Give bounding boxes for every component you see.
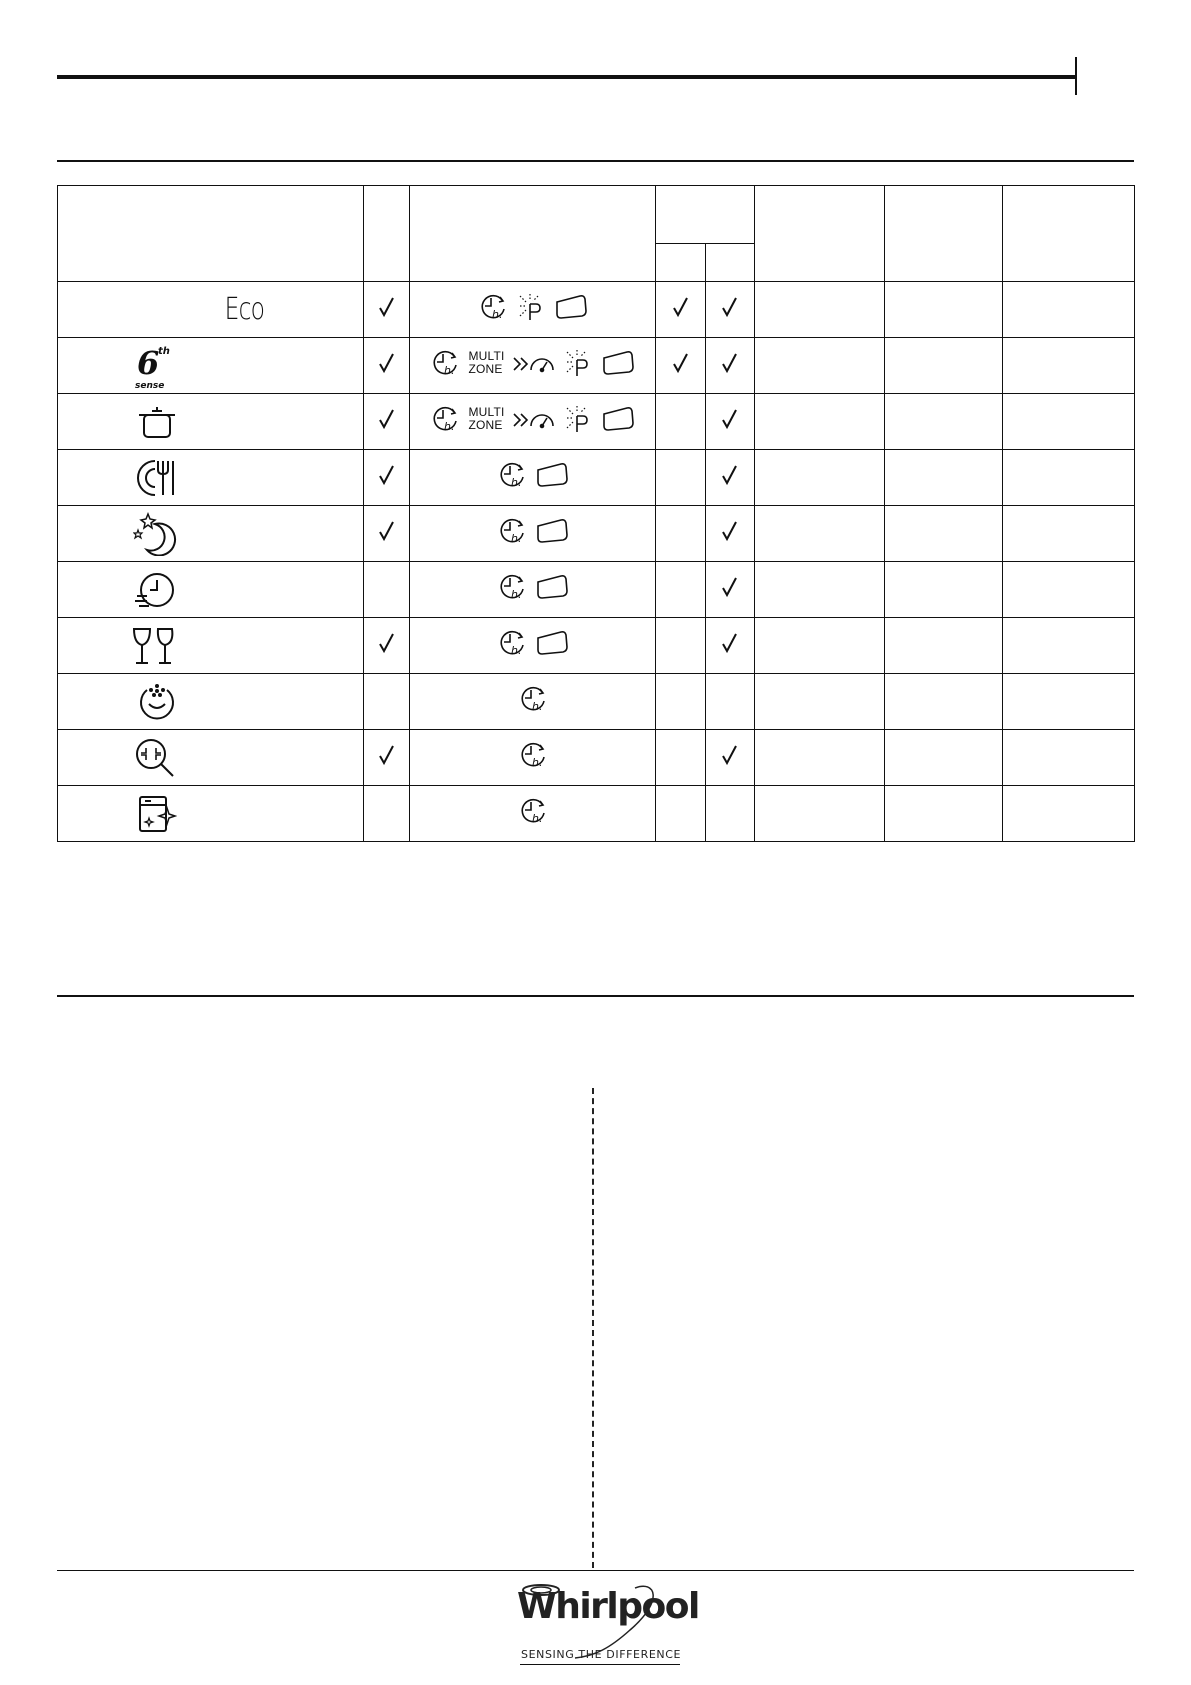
options-cell bbox=[410, 394, 656, 450]
col6-cell bbox=[1003, 338, 1135, 394]
check-mark-icon bbox=[721, 576, 739, 598]
col3a-cell bbox=[656, 282, 706, 338]
col3b-cell bbox=[706, 730, 755, 786]
top-header-rule bbox=[57, 75, 1077, 79]
col3a-cell bbox=[656, 394, 706, 450]
logo-tagline: SENSING THE DIFFERENCE bbox=[521, 1648, 682, 1661]
tablet-icon bbox=[535, 630, 569, 656]
svg-text:h.: h. bbox=[444, 420, 455, 433]
col4-cell bbox=[755, 618, 885, 674]
check-mark-icon bbox=[721, 632, 739, 654]
check-mark-icon bbox=[721, 408, 739, 430]
programme-icon-cell bbox=[58, 730, 364, 786]
col6-cell bbox=[1003, 394, 1135, 450]
col5-cell bbox=[885, 730, 1003, 786]
col3a-cell bbox=[656, 786, 706, 842]
night-moon-icon bbox=[133, 512, 270, 556]
delay-icon bbox=[518, 740, 548, 770]
check-mark-icon bbox=[721, 296, 739, 318]
tablet-icon bbox=[535, 518, 569, 544]
check-mark-icon bbox=[721, 520, 739, 542]
sixth-sense-number: 6 bbox=[137, 343, 160, 382]
col6-cell bbox=[1003, 450, 1135, 506]
header-cell-col1 bbox=[364, 186, 410, 282]
check-mark-icon bbox=[378, 352, 396, 374]
col6-cell bbox=[1003, 282, 1135, 338]
fast-clock-icon bbox=[133, 570, 270, 610]
wine-glasses-icon bbox=[131, 626, 270, 666]
turbo-icon bbox=[513, 350, 555, 376]
col6-cell bbox=[1003, 674, 1135, 730]
col1-cell bbox=[364, 338, 410, 394]
col4-cell bbox=[755, 562, 885, 618]
col5-cell bbox=[885, 618, 1003, 674]
check-mark-icon bbox=[378, 632, 396, 654]
col1-cell bbox=[364, 282, 410, 338]
header-cell-col3a bbox=[656, 244, 706, 282]
col4-cell bbox=[755, 338, 885, 394]
programme-icon-cell bbox=[58, 674, 364, 730]
col3a-cell bbox=[656, 674, 706, 730]
delay-icon bbox=[497, 516, 527, 546]
options-cell bbox=[410, 282, 656, 338]
multizone-label: MULTI ZONE bbox=[468, 405, 505, 432]
programme-row bbox=[58, 506, 1135, 562]
svg-text:h.: h. bbox=[510, 644, 521, 657]
col4-cell bbox=[755, 450, 885, 506]
col5-cell bbox=[885, 282, 1003, 338]
header-cell-col3 bbox=[656, 186, 755, 244]
svg-text:h.: h. bbox=[510, 476, 521, 489]
col3b-cell bbox=[706, 394, 755, 450]
logo-wordmark: Whirlpool bbox=[517, 1586, 699, 1627]
options-cell bbox=[410, 786, 656, 842]
svg-text:h.: h. bbox=[531, 756, 542, 769]
col1-cell bbox=[364, 506, 410, 562]
header-cell-col4 bbox=[755, 186, 885, 282]
check-mark-icon bbox=[672, 352, 690, 374]
programme-table bbox=[57, 185, 1135, 842]
options-cell bbox=[410, 506, 656, 562]
svg-text:h.: h. bbox=[444, 364, 455, 377]
section-rule-top bbox=[57, 160, 1134, 162]
col3a-cell bbox=[656, 562, 706, 618]
col1-cell bbox=[364, 562, 410, 618]
programme-icon-cell bbox=[58, 282, 364, 338]
programme-icon-cell bbox=[58, 562, 364, 618]
delay-icon bbox=[497, 628, 527, 658]
programme-row bbox=[58, 786, 1135, 842]
col4-cell bbox=[755, 282, 885, 338]
programme-icon-cell bbox=[58, 450, 364, 506]
col5-cell bbox=[885, 394, 1003, 450]
multizone-label: MULTI ZONE bbox=[468, 349, 505, 376]
tablet-icon bbox=[601, 406, 635, 432]
col4-cell bbox=[755, 394, 885, 450]
whirlpool-logo bbox=[515, 1580, 699, 1670]
svg-text:h.: h. bbox=[510, 532, 521, 545]
check-mark-icon bbox=[721, 744, 739, 766]
programme-icon-cell bbox=[58, 786, 364, 842]
programme-icon-cell bbox=[58, 338, 364, 394]
delay-icon bbox=[497, 572, 527, 602]
tablet-icon bbox=[535, 574, 569, 600]
programme-row bbox=[58, 674, 1135, 730]
programme-icon-cell bbox=[58, 394, 364, 450]
sixth-sense-sup: th bbox=[158, 345, 170, 357]
svg-text:h.: h. bbox=[491, 308, 502, 321]
svg-text:h.: h. bbox=[510, 588, 521, 601]
delay-icon bbox=[497, 460, 527, 490]
col3a-cell bbox=[656, 618, 706, 674]
col5-cell bbox=[885, 506, 1003, 562]
header-cell-col3b bbox=[706, 244, 755, 282]
col3a-cell bbox=[656, 450, 706, 506]
programme-icon-cell bbox=[58, 506, 364, 562]
check-mark-icon bbox=[721, 352, 739, 374]
options-cell bbox=[410, 730, 656, 786]
sixth-sense-icon bbox=[131, 342, 270, 390]
delay-icon bbox=[518, 796, 548, 826]
check-mark-icon bbox=[378, 408, 396, 430]
col3b-cell bbox=[706, 282, 755, 338]
col5-cell bbox=[885, 338, 1003, 394]
powerclean-icon bbox=[563, 404, 593, 434]
delay-icon bbox=[430, 348, 460, 378]
top-header-tick bbox=[1075, 57, 1077, 95]
programme-row bbox=[58, 450, 1135, 506]
col5-cell bbox=[885, 674, 1003, 730]
col6-cell bbox=[1003, 618, 1135, 674]
options-cell bbox=[410, 674, 656, 730]
col5-cell bbox=[885, 562, 1003, 618]
check-mark-icon bbox=[378, 744, 396, 766]
programme-icon-cell bbox=[58, 618, 364, 674]
col1-cell bbox=[364, 450, 410, 506]
turbo-icon bbox=[513, 406, 555, 432]
check-mark-icon bbox=[378, 464, 396, 486]
header-cell-col6 bbox=[1003, 186, 1135, 282]
programme-row bbox=[58, 338, 1135, 394]
header-cell-col5 bbox=[885, 186, 1003, 282]
eco-icon bbox=[219, 292, 270, 327]
options-cell bbox=[410, 618, 656, 674]
programme-row bbox=[58, 394, 1135, 450]
col3b-cell bbox=[706, 618, 755, 674]
machine-care-icon bbox=[137, 794, 270, 834]
sanitize-icon bbox=[133, 736, 270, 780]
programme-row bbox=[58, 282, 1135, 338]
check-mark-icon bbox=[721, 464, 739, 486]
col1-cell bbox=[364, 674, 410, 730]
svg-text:h.: h. bbox=[531, 812, 542, 825]
options-cell bbox=[410, 562, 656, 618]
col1-cell bbox=[364, 730, 410, 786]
check-mark-icon bbox=[672, 296, 690, 318]
check-mark-icon bbox=[378, 296, 396, 318]
col4-cell bbox=[755, 674, 885, 730]
col6-cell bbox=[1003, 786, 1135, 842]
col1-cell bbox=[364, 394, 410, 450]
col4-cell bbox=[755, 786, 885, 842]
col6-cell bbox=[1003, 730, 1135, 786]
col3b-cell bbox=[706, 450, 755, 506]
col3b-cell bbox=[706, 562, 755, 618]
options-cell bbox=[410, 338, 656, 394]
col1-cell bbox=[364, 786, 410, 842]
plate-cutlery-icon bbox=[133, 458, 270, 498]
tablet-icon bbox=[554, 294, 588, 320]
eco-label: Eco bbox=[224, 292, 265, 327]
col5-cell bbox=[885, 786, 1003, 842]
programme-row bbox=[58, 730, 1135, 786]
col6-cell bbox=[1003, 506, 1135, 562]
col4-cell bbox=[755, 730, 885, 786]
col3b-cell bbox=[706, 338, 755, 394]
col6-cell bbox=[1003, 562, 1135, 618]
prewash-icon bbox=[137, 682, 270, 722]
logo-underline bbox=[520, 1664, 680, 1665]
programme-row bbox=[58, 618, 1135, 674]
column-divider bbox=[592, 1088, 594, 1568]
col3b-cell bbox=[706, 506, 755, 562]
pot-icon bbox=[137, 402, 270, 442]
col4-cell bbox=[755, 506, 885, 562]
svg-text:h.: h. bbox=[531, 700, 542, 713]
tablet-icon bbox=[601, 350, 635, 376]
col1-cell bbox=[364, 618, 410, 674]
section-rule-middle bbox=[57, 995, 1134, 997]
col3a-cell bbox=[656, 730, 706, 786]
col5-cell bbox=[885, 450, 1003, 506]
programme-row bbox=[58, 562, 1135, 618]
options-cell bbox=[410, 450, 656, 506]
footer-rule bbox=[57, 1570, 1134, 1571]
delay-icon bbox=[478, 292, 508, 322]
powerclean-icon bbox=[516, 292, 546, 322]
powerclean-icon bbox=[563, 348, 593, 378]
delay-icon bbox=[518, 684, 548, 714]
header-cell-program bbox=[58, 186, 364, 282]
col3a-cell bbox=[656, 338, 706, 394]
col3a-cell bbox=[656, 506, 706, 562]
check-mark-icon bbox=[378, 520, 396, 542]
col3b-cell bbox=[706, 674, 755, 730]
sixth-sense-word: sense bbox=[135, 380, 165, 390]
col3b-cell bbox=[706, 786, 755, 842]
header-cell-options bbox=[410, 186, 656, 282]
tablet-icon bbox=[535, 462, 569, 488]
delay-icon bbox=[430, 404, 460, 434]
